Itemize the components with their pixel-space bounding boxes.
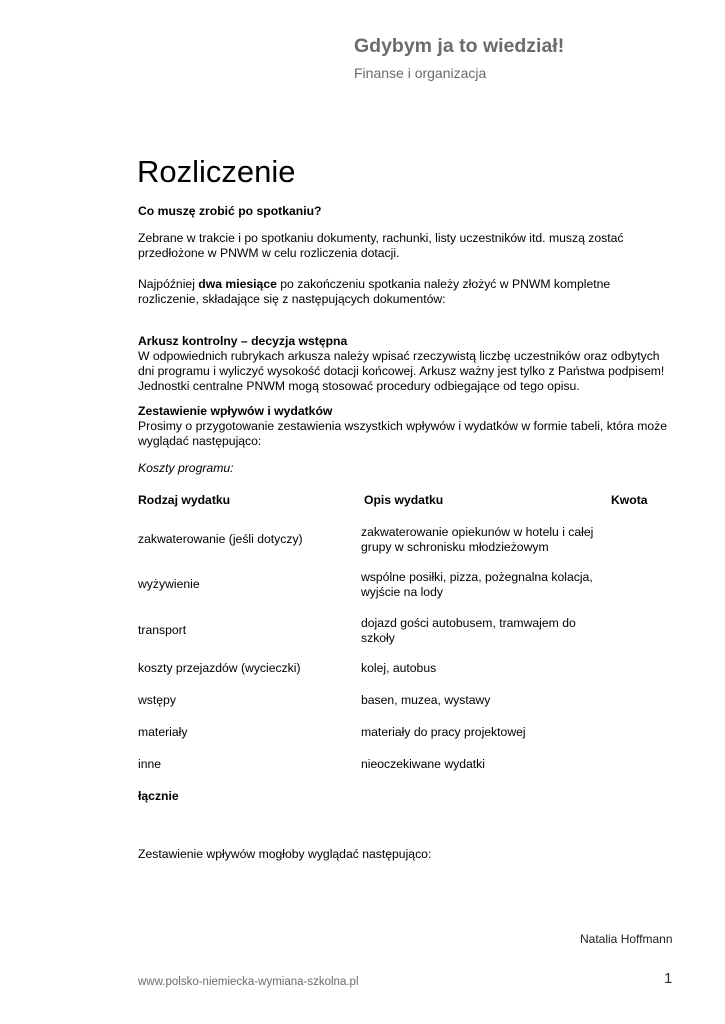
table-cell-type: wyżywienie <box>138 577 200 591</box>
header-subtitle: Finanse i organizacja <box>354 65 487 81</box>
table-cell-type: materiały <box>138 725 188 739</box>
author-name: Natalia Hoffmann <box>580 932 673 946</box>
table-cell-description: materiały do pracy projektowej <box>361 725 526 739</box>
table-cell-description: dojazd gości autobusem, tramwajem do szkoły <box>361 616 576 645</box>
section-body-checklist: W odpowiednich rubrykach arkusza należy wpisać rzeczywistą liczbę uczestników oraz odbytych dni programu i wyliczyć wysokość dotacji końcowej. Arkusz ważny jest tylko z Państwa podpisem! Jednostki centralne PNWM mogą stosować procedury odbiegające od tego opisu. <box>138 349 665 393</box>
table-total-label: łącznie <box>138 789 179 803</box>
deadline-text-before: Najpóźniej <box>138 277 199 291</box>
section-heading-statement: Zestawienie wpływów i wydatków <box>138 404 333 418</box>
header-title: Gdybym ja to wiedział! <box>354 35 565 57</box>
table-cell-description: basen, muzea, wystawy <box>361 693 491 707</box>
deadline-emphasis: dwa miesiące <box>198 277 277 291</box>
question-heading: Co muszę zrobić po spotkaniu? <box>138 204 322 218</box>
table-header-description: Opis wydatku <box>364 493 444 507</box>
footer-url: www.polsko-niemiecka-wymiana-szkolna.pl <box>138 976 359 988</box>
table-cell-type: inne <box>138 757 162 771</box>
table-cell-description: wspólne posiłki, pizza, pożegnalna kolacja, wyjście na lody <box>361 570 593 599</box>
section-heading-checklist: Arkusz kontrolny – decyzja wstępna <box>138 334 348 348</box>
costs-label: Koszty programu: <box>138 461 234 475</box>
page-title: Rozliczenie <box>137 154 296 189</box>
table-cell-description: kolej, autobus <box>361 661 437 675</box>
table-cell-description: nieoczekiwane wydatki <box>361 757 485 771</box>
deadline-paragraph <box>138 277 628 307</box>
table-header-type: Rodzaj wydatku <box>138 493 231 507</box>
table-cell-type: zakwaterowanie (jeśli dotyczy) <box>138 532 303 546</box>
table-cell-description: zakwaterowanie opiekunów w hotelu i całej grupy w schronisku młodzieżowym <box>361 525 594 554</box>
deadline-text-after: po zakończeniu spotkania należy złożyć w PNWM kompletne rozliczenie, składające się z następujących dokumentów: <box>138 277 611 306</box>
page-number: 1 <box>664 970 673 987</box>
section-body-statement: Prosimy o przygotowanie zestawienia wszystkich wpływów i wydatków w formie tabeli, która może wyglądać następująco: <box>138 419 667 448</box>
intro-paragraph: Zebrane w trakcie i po spotkaniu dokumenty, rachunki, listy uczestników itd. muszą zostać przedłożone w PNWM w celu rozliczenia dotacji. <box>138 231 624 260</box>
table-cell-type: koszty przejazdów (wycieczki) <box>138 661 301 675</box>
table-header-amount: Kwota <box>611 493 648 507</box>
table-cell-type: wstępy <box>138 693 176 707</box>
income-paragraph: Zestawienie wpływów mogłoby wyglądać następująco: <box>138 847 432 861</box>
table-cell-type: transport <box>138 623 187 637</box>
